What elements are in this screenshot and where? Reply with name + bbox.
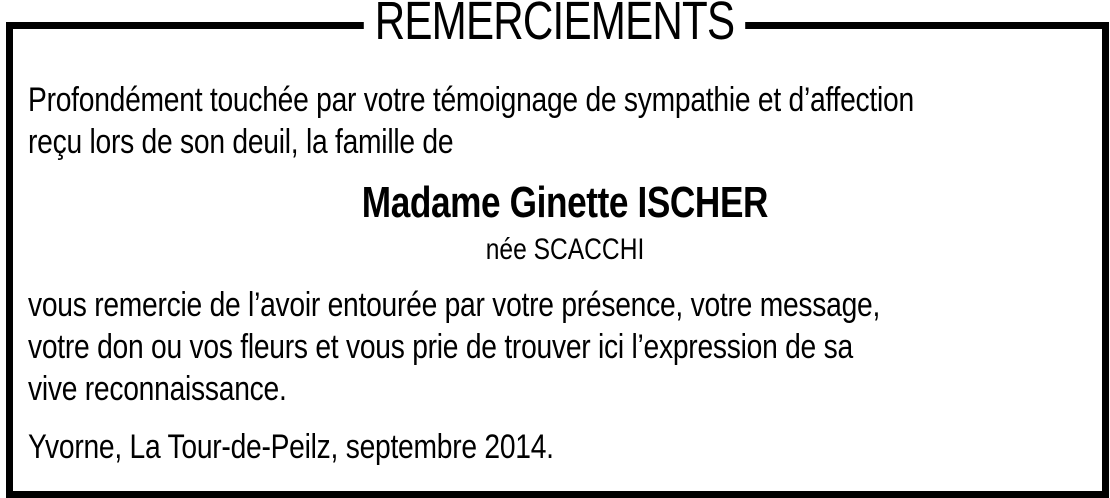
notice-heading: REMERCIEMENTS <box>364 0 745 48</box>
intro-line: Profondément touchée par votre témoignage de sympathie et d’affection <box>28 81 914 119</box>
body-paragraph <box>28 284 880 410</box>
body-line: votre don ou vos fleurs et vous prie de trouver ici l’expression de sa <box>28 328 853 366</box>
body-line: vive reconnaissance. <box>28 370 287 408</box>
heading-wrap <box>0 0 1110 51</box>
intro-paragraph <box>28 79 914 163</box>
maiden-name: née SCACCHI <box>485 233 645 266</box>
deceased-name: Madame Ginette ISCHER <box>361 178 769 227</box>
body-line: vous remercie de l’avoir entourée par votre présence, votre message, <box>28 286 881 324</box>
intro-line: reçu lors de son deuil, la famille de <box>28 123 454 161</box>
name-block <box>0 178 1110 228</box>
closing-line: Yvorne, La Tour-de-Peilz, septembre 2014. <box>28 428 554 466</box>
